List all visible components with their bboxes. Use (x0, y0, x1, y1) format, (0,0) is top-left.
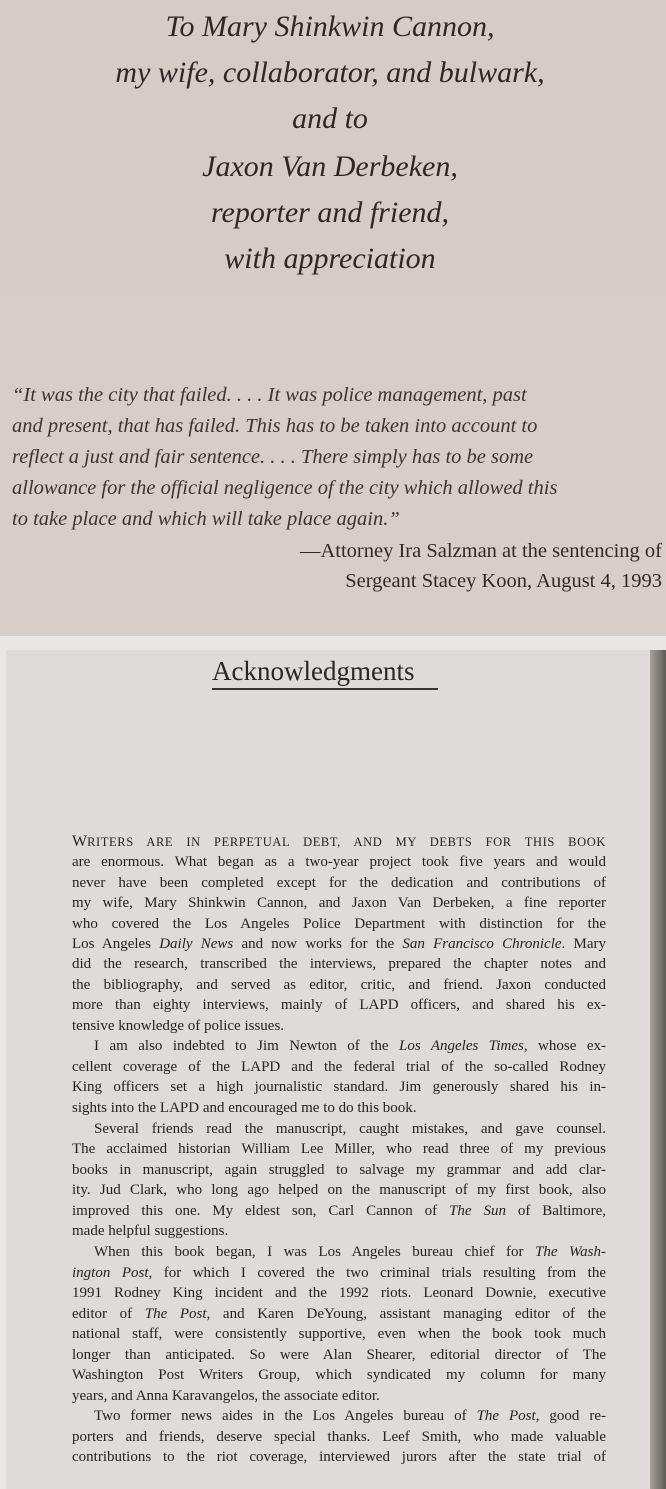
paragraph-line: Los Angeles Daily News and now works for the San Francisco Chronicle. Mary (72, 936, 606, 952)
paragraph-line: Washington Post Writers Group, which syndicated my column for many (72, 1367, 606, 1383)
paragraph-line: national staff, were consistently supportive, even when the book took much (72, 1326, 606, 1342)
paragraph-line: more than eighty interviews, mainly of LAPD officers, and shared his ex- (72, 997, 606, 1013)
paragraph-line: King officers set a high journalistic standard. Jim generously shared his in- (72, 1079, 606, 1095)
paragraph-line: never have been completed except for the dedication and contributions of (72, 875, 606, 891)
paragraph-line: who covered the Los Angeles Police Department with distinction for the (72, 916, 606, 932)
paragraph-line: tensive knowledge of police issues. (72, 1018, 285, 1034)
paragraph-line: 1991 Rodney King incident and the 1992 riots. Leonard Downie, executive (72, 1285, 606, 1301)
epigraph-line: “It was the city that failed. . . . It was police management, past (12, 384, 527, 406)
paragraph-line: porters and friends, deserve special thanks. Leef Smith, who made valuable (72, 1429, 606, 1445)
dedication-line: Jaxon Van Derbeken, (202, 150, 458, 183)
paragraph-line: ity. Jud Clark, who long ago helped on the manuscript of my first book, also (72, 1182, 606, 1198)
epigraph-line: reflect a just and fair sentence. . . . There simply has to be some (12, 446, 534, 468)
paragraph-line: longer than anticipated. So were Alan Shearer, editorial director of The (72, 1347, 606, 1363)
epigraph-attribution: Sergeant Stacey Koon, August 4, 1993 (345, 570, 662, 592)
paragraph-line: the bibliography, and served as editor, critic, and friend. Jaxon conducted (72, 977, 606, 993)
paragraph-line: improved this one. My eldest son, Carl Cannon of The Sun of Baltimore, (72, 1203, 606, 1219)
paragraph-line: did the research, transcribed the interviews, prepared the chapter notes and (72, 956, 606, 972)
paragraph-line: Two former news aides in the Los Angeles bureau of The Post, good re- (94, 1408, 606, 1424)
paragraph-line (72, 832, 606, 852)
paragraph-line: I am also indebted to Jim Newton of the Los Angeles Times, whose ex- (94, 1038, 606, 1054)
paragraph-line: years, and Anna Karavangelos, the associate editor. (72, 1388, 380, 1404)
epigraph-line: and present, that has failed. This has to be taken into account to (12, 415, 538, 437)
dedication-line: and to (292, 102, 368, 135)
title-underline (212, 688, 438, 690)
epigraph-page (0, 296, 666, 636)
epigraph-line: allowance for the official negligence of the city which allowed this (12, 477, 558, 499)
paragraph-line: are enormous. What began as a two-year project took five years and would (72, 854, 606, 870)
paragraph-line: contributions to the riot coverage, interviewed jurors after the state trial of (72, 1449, 606, 1465)
epigraph-attribution: —Attorney Ira Salzman at the sentencing of (299, 540, 662, 562)
paragraph-line: editor of The Post, and Karen DeYoung, assistant managing editor of the (72, 1306, 606, 1322)
small-caps-lead: RITERS ARE IN PERPETUAL DEBT, AND MY DEBTS FOR THIS BOOK (87, 835, 606, 849)
paragraph-line: When this book began, I was Los Angeles bureau chief for The Wash- (94, 1244, 607, 1260)
paragraph-line: The acclaimed historian William Lee Miller, who read three of my previous (72, 1141, 606, 1157)
paragraph-line: sights into the LAPD and encouraged me to do this book. (72, 1100, 417, 1116)
drop-cap: W (72, 833, 88, 850)
dedication-line: To Mary Shinkwin Cannon, (165, 10, 495, 43)
epigraph-line: to take place and which will take place again.” (12, 508, 400, 530)
page-edge-shadow (650, 650, 666, 1489)
paragraph-line: cellent coverage of the LAPD and the federal trial of the so-called Rodney (72, 1059, 606, 1075)
paragraph-line: made helpful suggestions. (72, 1223, 229, 1239)
dedication-page (0, 0, 666, 296)
dedication-line: reporter and friend, (210, 196, 450, 229)
paragraph-line: my wife, Mary Shinkwin Cannon, and Jaxon Van Derbeken, a fine reporter (72, 895, 606, 911)
paragraph-line: Several friends read the manuscript, caught mistakes, and gave counsel. (94, 1121, 606, 1137)
dedication-line: my wife, collaborator, and bulwark, (115, 56, 545, 89)
page-title: Acknowledgments (212, 656, 415, 686)
acknowledgments-page (0, 636, 666, 1489)
paragraph-line: books in manuscript, again struggled to salvage my grammar and add clar- (72, 1162, 606, 1178)
dedication-line: with appreciation (224, 242, 436, 275)
paragraph-line: ington Post, for which I covered the two criminal trials resulting from the (72, 1265, 606, 1281)
